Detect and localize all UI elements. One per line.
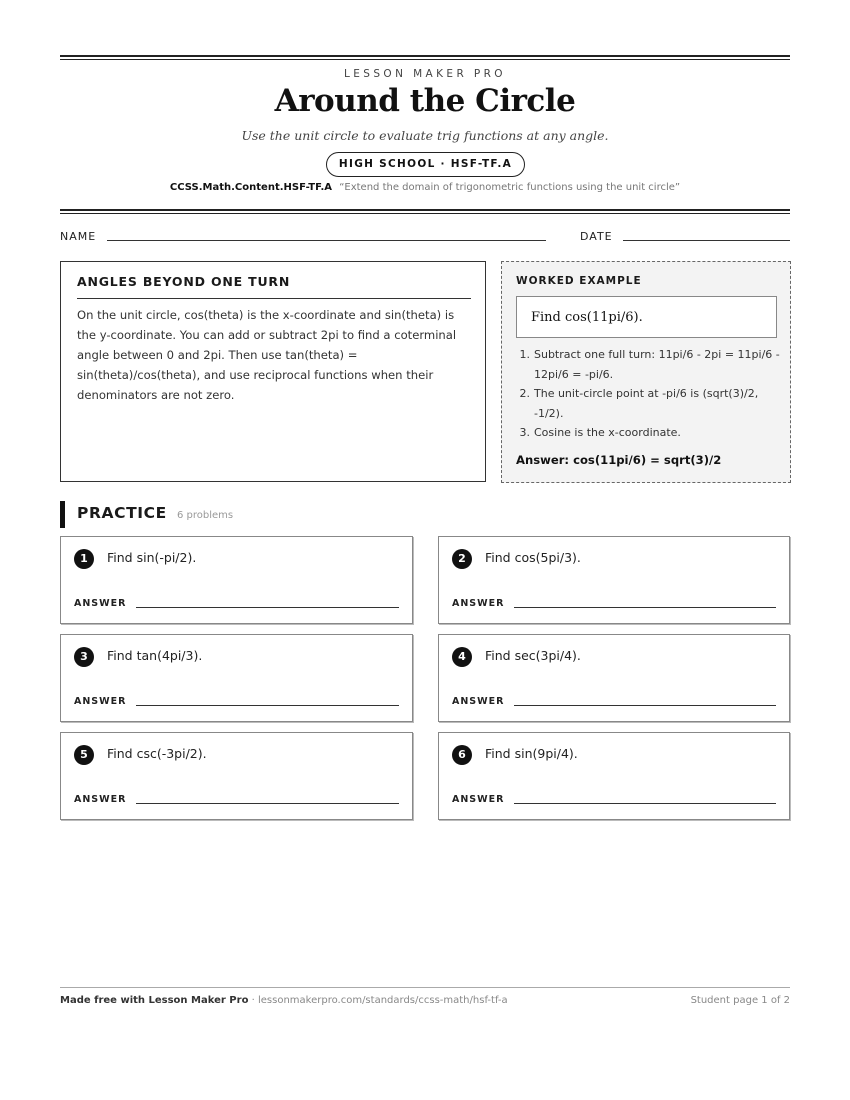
problem-text: Find csc(-3pi/2). [107, 746, 207, 761]
step-number: 3. [519, 426, 530, 439]
answer-field[interactable] [514, 607, 776, 608]
footer-credit [60, 995, 508, 1006]
problem-card-5 [60, 732, 413, 820]
worked-example-steps [516, 345, 782, 443]
answer-field[interactable] [136, 607, 399, 608]
worked-example-problem: Find cos(11pi/6). [516, 296, 777, 338]
step-text: The unit-circle point at -pi/6 is (sqrt(3)/2, -1/2). [534, 387, 759, 420]
problem-text: Find sin(-pi/2). [107, 550, 197, 565]
problem-number-badge: 1 [74, 549, 94, 569]
problem-number-badge: 4 [452, 647, 472, 667]
answer-label: ANSWER [452, 794, 505, 805]
problem-text: Find cos(5pi/3). [485, 550, 581, 565]
problem-number-badge: 6 [452, 745, 472, 765]
problem-number-badge: 3 [74, 647, 94, 667]
problem-text: Find tan(4pi/3). [107, 648, 203, 663]
answer-label: ANSWER [74, 794, 127, 805]
step-text: Cosine is the x-coordinate. [534, 426, 681, 439]
problem-card-6 [438, 732, 790, 820]
brand-name: LESSON MAKER PRO [344, 68, 506, 80]
problem-card-4 [438, 634, 790, 722]
top-double-rule [60, 55, 790, 60]
step-number: 2. [519, 387, 530, 400]
footer-divider [60, 987, 790, 988]
worked-example-answer: Answer: cos(11pi/6) = sqrt(3)/2 [516, 453, 722, 467]
problem-card-3 [60, 634, 413, 722]
worked-example-step [516, 423, 782, 443]
header-bottom-double-rule [60, 209, 790, 214]
grade-standard-badge: HIGH SCHOOL · HSF-TF.A [326, 152, 525, 177]
step-number: 1. [519, 348, 530, 361]
practice-accent-bar [60, 501, 65, 528]
problem-number-badge: 5 [74, 745, 94, 765]
step-text: Subtract one full turn: 11pi/6 - 2pi = 11pi/6 - 12pi/6 = -pi/6. [534, 348, 780, 381]
answer-field[interactable] [514, 705, 776, 706]
answer-label: ANSWER [74, 696, 127, 707]
answer-field[interactable] [136, 705, 399, 706]
name-field[interactable] [107, 240, 546, 241]
date-field[interactable] [623, 240, 790, 241]
answer-field[interactable] [136, 803, 399, 804]
page-subtitle: Use the unit circle to evaluate trig functions at any angle. [241, 128, 609, 143]
concept-text: On the unit circle, cos(theta) is the x-coordinate and sin(theta) is the y-coordinate. You can add or subtract 2pi to find a coterminal angle between 0 and 2pi. Then use tan(theta) = sin(theta)/cos(theta), and use reciprocal functions when their denominators are not zero. [77, 308, 457, 402]
concept-divider [77, 298, 471, 299]
problem-number-badge: 2 [452, 549, 472, 569]
standard-line [60, 182, 790, 193]
answer-label: ANSWER [452, 598, 505, 609]
practice-count: 6 problems [177, 510, 234, 521]
problem-card-2 [438, 536, 790, 624]
concept-title: ANGLES BEYOND ONE TURN [77, 274, 291, 289]
worked-example-step [516, 345, 782, 384]
answer-label: ANSWER [452, 696, 505, 707]
date-label: DATE [580, 230, 613, 243]
worked-example-box [501, 261, 791, 483]
practice-title: PRACTICE [77, 504, 167, 522]
problem-card-1 [60, 536, 413, 624]
page-title: Around the Circle [274, 83, 576, 119]
footer-page-number: Student page 1 of 2 [690, 995, 790, 1006]
worked-example-title: WORKED EXAMPLE [516, 275, 642, 287]
standard-description: “Extend the domain of trigonometric functions using the unit circle” [339, 182, 681, 193]
footer-brand: Made free with Lesson Maker Pro [60, 995, 249, 1006]
name-label: NAME [60, 230, 97, 243]
standard-code: CCSS.Math.Content.HSF-TF.A [169, 182, 333, 193]
footer-url: · lessonmakerpro.com/standards/ccss-math/hsf-tf-a [248, 995, 508, 1006]
problem-text: Find sin(9pi/4). [485, 746, 578, 761]
concept-box [60, 261, 486, 482]
answer-field[interactable] [514, 803, 776, 804]
worked-example-step [516, 384, 782, 423]
answer-label: ANSWER [74, 598, 127, 609]
problem-text: Find sec(3pi/4). [485, 648, 581, 663]
